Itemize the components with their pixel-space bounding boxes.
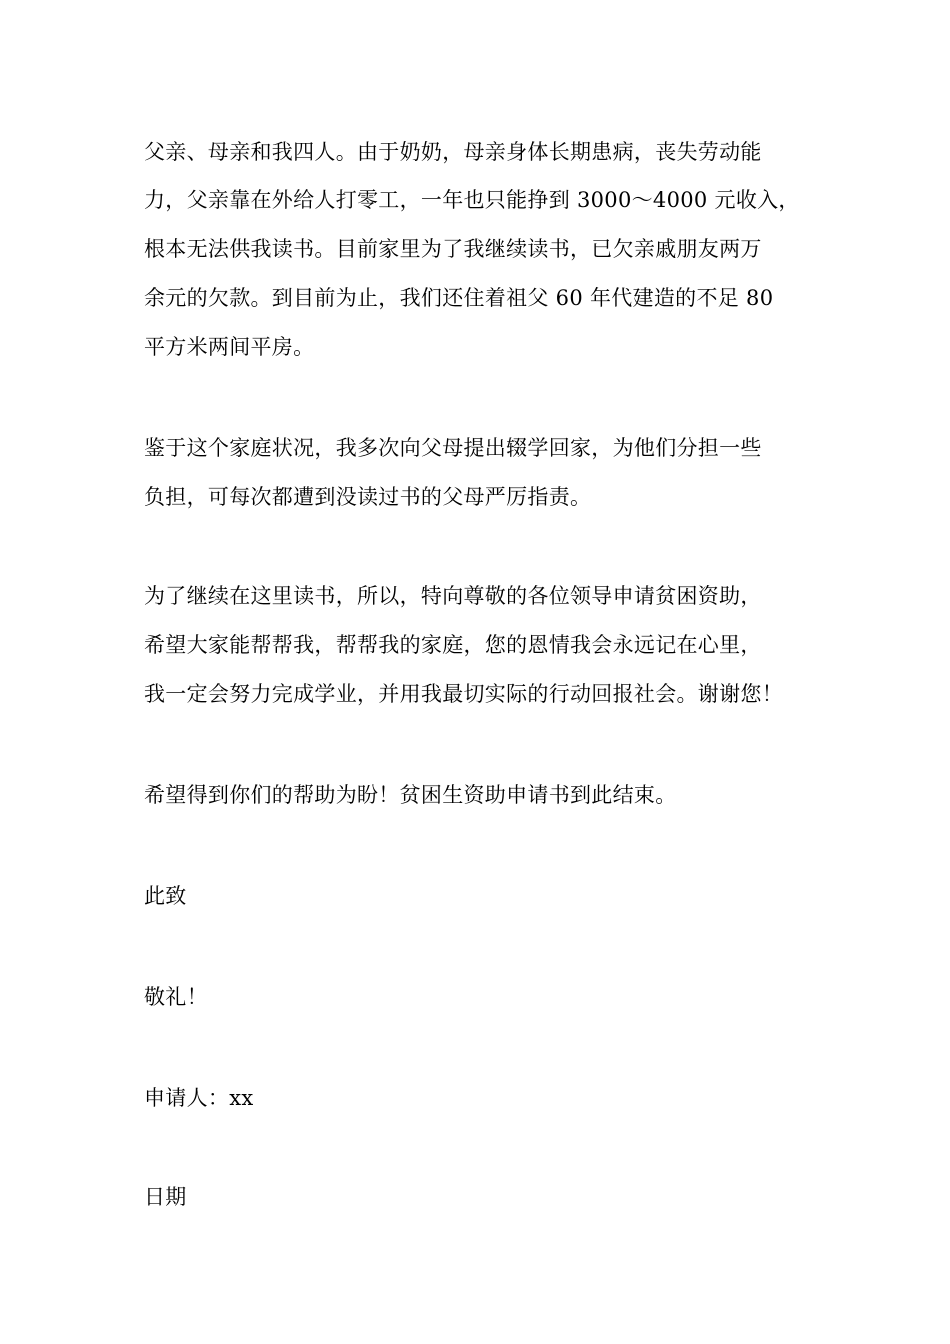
paragraph-family-line-2: 力，父亲靠在外给人打零工，一年也只能挣到 3000～4000 元收入， (144, 188, 800, 212)
paragraph-family-line-4: 余元的欠款。到目前为止，我们还住着祖父 60 年代建造的不足 80 (144, 286, 774, 310)
salutation-ci-zhi: 此致 (144, 884, 187, 908)
paragraph-request-line-3: 我一定会努力完成学业，并用我最切实际的行动回报社会。谢谢您！ (144, 682, 783, 706)
paragraph-request-line-2: 希望大家能帮帮我，帮帮我的家庭，您的恩情我会永远记在心里， (144, 633, 762, 657)
paragraph-family-line-3: 根本无法供我读书。目前家里为了我继续读书，已欠亲戚朋友两万 (144, 237, 762, 261)
applicant-signature: 申请人：xx (144, 1086, 254, 1110)
paragraph-family-line-1: 父亲、母亲和我四人。由于奶奶，母亲身体长期患病，丧失劳动能 (144, 140, 762, 164)
salutation-jing-li: 敬礼！ (144, 985, 208, 1009)
paragraph-request-line-1: 为了继续在这里读书，所以，特向尊敬的各位领导申请贫困资助， (144, 584, 762, 608)
date-label: 日期 (144, 1185, 187, 1209)
closing-hope: 希望得到你们的帮助为盼！贫困生资助申请书到此结束。 (144, 783, 677, 807)
paragraph-dropout-line-2: 负担，可每次都遭到没读过书的父母严厉指责。 (144, 485, 592, 509)
paragraph-dropout-line-1: 鉴于这个家庭状况，我多次向父母提出辍学回家，为他们分担一些 (144, 436, 762, 460)
paragraph-family-line-5: 平方米两间平房。 (144, 335, 315, 359)
